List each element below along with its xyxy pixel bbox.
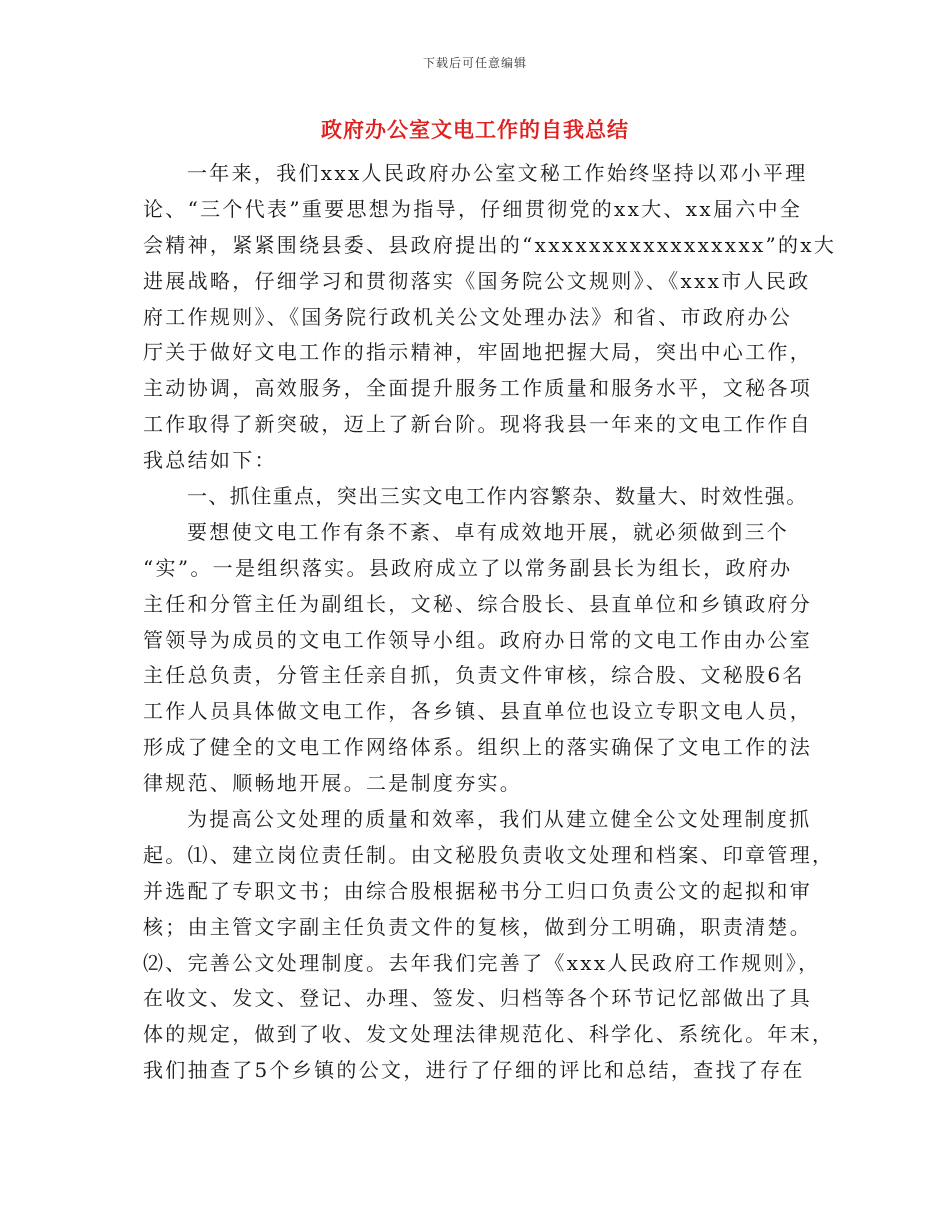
body-line: 府工作规则》、《国务院行政机关公文处理办法》和省、市政府办公 [143,304,792,329]
body-line: 进展战略，仔细学习和贯彻落实《国务院公文规则》、《xxx市人民政 [143,268,811,293]
body-line: 会精神，紧紧围绕县委、县政府提出的“xxxxxxxxxxxxxxxxx”的x大 [143,232,837,257]
body-line: 体的规定，做到了收、发文处理法律规范化、科学化、系统化。年末， [143,1022,835,1047]
body-line: 在收文、发文、登记、办理、签发、归档等各个环节记忆部做出了具 [143,986,812,1011]
body-line: 主任总负责，分管主任亲自抓，负责文件审核，综合股、文秘股6名 [143,663,805,688]
body-line: 形成了健全的文电工作网络体系。组织上的落实确保了文电工作的法 [143,735,812,760]
body-line: 核；由主管文字副主任负责文件的复核，做到分工明确，职责清楚。 [143,914,812,939]
document-body [143,156,837,1089]
body-line: 主任和分管主任为副组长，文秘、综合股长、县直单位和乡镇政府分 [143,591,812,616]
body-line: 并选配了专职文书；由综合股根据秘书分工归口负责公文的起拟和审 [143,878,812,903]
body-line: 论、“三个代表”重要思想为指导，仔细贯彻党的xx大、xx届六中全 [143,196,803,221]
body-line: 一年来，我们xxx人民政府办公室文秘工作始终坚持以邓小平理 [187,161,808,185]
body-line: 主动协调，高效服务，全面提升服务工作质量和服务水平，文秘各项 [143,376,812,401]
body-line: 要想使文电工作有条不紊、卓有成效地开展，就必须做到三个 [187,519,790,544]
header-note: 下载后可任意编辑 [422,56,527,70]
body-line: 管领导为成员的文电工作领导小组。政府办日常的文电工作由办公室 [143,627,812,652]
body-line: 我们抽查了5个乡镇的公文，进行了仔细的评比和总结，查找了存在 [143,1058,805,1083]
body-line: 律规范、顺畅地开展。二是制度夯实。 [143,771,523,796]
document-title: 政府办公室文电工作的自我总结 [321,117,629,142]
body-line: 工作人员具体做文电工作，各乡镇、县直单位也设立专职文电人员， [143,699,812,724]
body-line: 起。⑴、建立岗位责任制。由文秘股负责收文处理和档案、印章管理， [143,842,835,867]
body-line: ⑵、完善公文处理制度。去年我们完善了《xxx人民政府工作规则》， [143,950,821,975]
body-line: 工作取得了新突破，迈上了新台阶。现将我县一年来的文电工作作自 [143,412,812,437]
body-line: 一、抓住重点，突出三实文电工作内容繁杂、数量大、时效性强。 [187,484,808,509]
body-line: 我总结如下： [143,448,277,473]
body-line: “实”。一是组织落实。县政府成立了以常务副县长为组长，政府办 [143,555,793,580]
body-line: 为提高公文处理的质量和效率，我们从建立健全公文处理制度抓 [187,807,812,832]
body-line: 厅关于做好文电工作的指示精神，牢固地把握大局，突出中心工作， [143,340,812,365]
